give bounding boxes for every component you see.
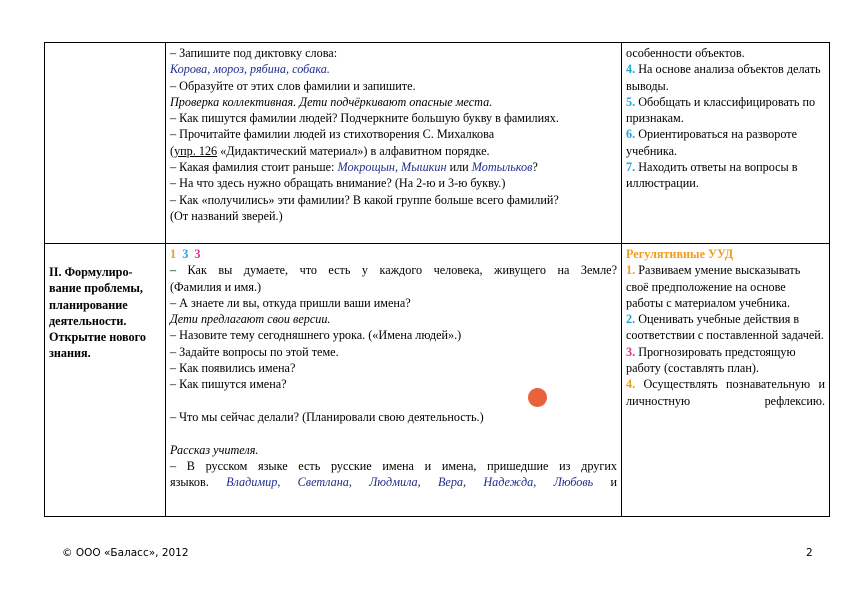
lesson-plan-table [44,42,830,517]
uud-item: 7. Находить ответы на вопросы в иллюстрации. [626,160,798,191]
content-line: – Как пишутся фамилии людей? Подчеркните большую букву в фамилиях. [170,111,559,126]
content-line: – Образуйте от этих слов фамилии и запишите. [170,78,416,93]
content-line: Корова, мороз, рябина, собака. [170,62,330,77]
content-line: – Запишите под диктовку слова: [170,46,338,60]
content-cell [166,244,622,517]
content-line: Проверка коллективная. Дети подчёркивают опасные места. [170,94,493,109]
content-line: – Назовите тему сегодняшнего урока. («Имена людей».) [170,328,462,343]
uud-title: Регулятивные УУД [626,247,734,261]
content-line: – Как появились имена? [170,361,296,376]
content-line: (От названий зверей.) [170,208,283,223]
uud-item: 5. Обобщать и классифицировать по признакам. [626,94,816,126]
uud-item: 2. Оценивать учебные действия в соответствии с поставленной задачей. [626,312,824,343]
cursor-marker [528,388,547,407]
stage-cell [45,43,166,244]
uud-item: 6. Ориентироваться на развороте учебника. [626,127,798,158]
stage-title: II. Формулиро-вание проблемы, планирование деятельности. Открытие нового знания. [49,265,146,361]
footer-copyright: © ООО «Баласс», 2012 [62,547,189,559]
content-line: – Как «получились» эти фамилии? В какой группе больше всего фамилий? [170,192,559,207]
content-line: – А знаете ли вы, откуда пришли ваши имена? [170,295,411,310]
content-line: языков. Владимир, Светлана, Людмила, Вера, Надежда, Любовь и [170,475,618,490]
content-line: – Задайте вопросы по этой теме. [170,344,339,359]
uud-item: особенности объектов. [626,46,745,60]
content-line: Рассказ учителя. [170,442,259,457]
stage-cell [45,244,166,517]
content-line: (упр. 126 «Дидактический материал») в алфавитном порядке. [170,143,490,158]
content-line: – На что здесь нужно обращать внимание? (На 2-ю и 3-ю букву.) [170,176,506,191]
uud-item: 1. Развиваем умение высказывать своё предположение на основе работы с материалом учебника. [626,263,801,310]
uud-item: 4. На основе анализа объектов делать выводы. [626,62,821,93]
content-line: – Какая фамилия стоит раньше: Мокрощын, Мышкин или Мотыльков? [170,160,538,175]
uud-cell [622,244,830,517]
content-line: (Фамилия и имя.) [170,279,262,294]
content-line: – В русском языке есть русские имена и имена, пришедшие из других [170,458,617,473]
content-line: – Как вы думаете, что есть у каждого человека, живущего на Земле? [170,263,617,278]
content-line: – Что мы сейчас делали? (Планировали свою деятельность.) [170,409,484,424]
table-row [45,244,830,517]
exercise-link[interactable]: упр. 126 [174,143,218,158]
uud-cell [622,43,830,244]
content-line: – Прочитайте фамилии людей из стихотворения С. Михалкова [170,127,495,142]
content-cell [166,43,622,244]
uud-item: 3. Прогнозировать предстоящую работу (составлять план). [626,344,796,376]
page-number: 2 [806,547,813,559]
table-row [45,43,830,244]
uud-item: 4. Осуществлять познавательную и личностную рефлексию. [626,377,825,408]
task-markers: 1 3 3 [170,247,201,261]
content-line: Дети предлагают свои версии. [170,312,331,327]
content-line: – Как пишутся имена? [170,377,287,392]
